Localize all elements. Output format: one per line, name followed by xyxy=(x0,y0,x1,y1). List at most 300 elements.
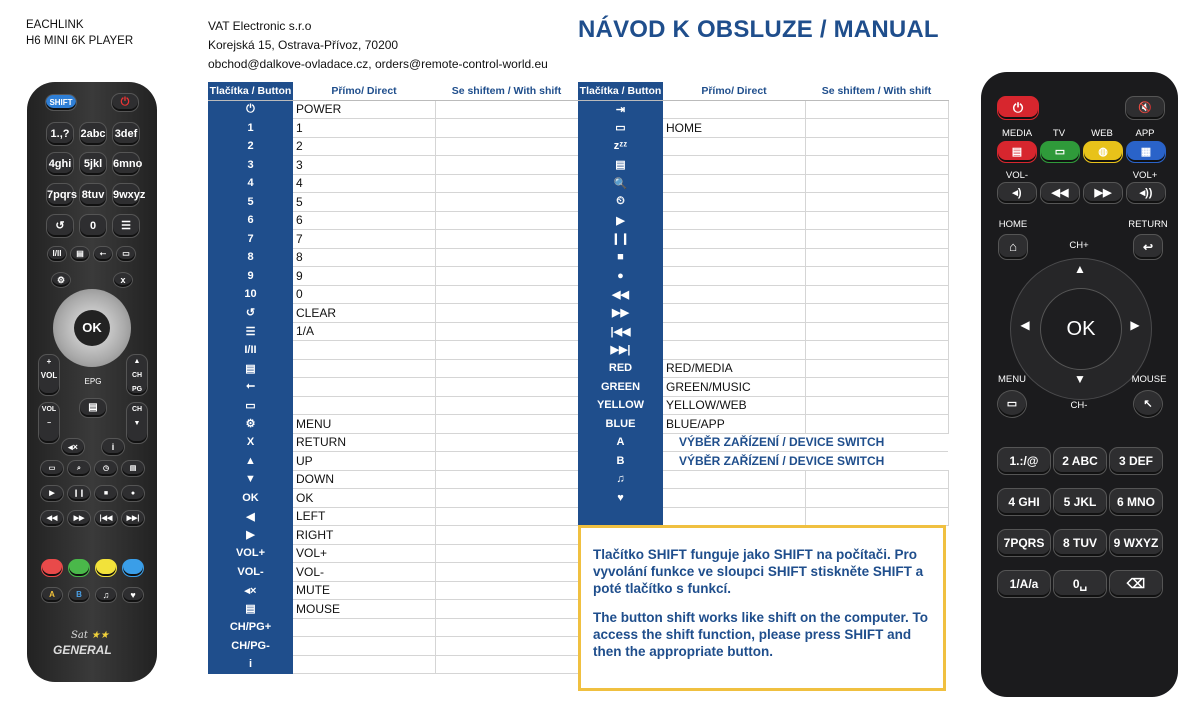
direct-cell xyxy=(663,211,805,230)
direct-cell: OK xyxy=(293,489,435,508)
table-row xyxy=(208,267,578,286)
table-row xyxy=(578,100,948,119)
button-cell: ▲ xyxy=(208,452,293,471)
shift-cell xyxy=(805,378,948,397)
button-cell: ♫ xyxy=(578,470,663,489)
prev-key: |◀◀ xyxy=(94,510,118,527)
record-key: ● xyxy=(121,485,145,502)
pause-key: ❙❙ xyxy=(67,485,91,502)
mapping-table-right xyxy=(578,82,949,526)
table-row xyxy=(208,359,578,378)
shift-cell xyxy=(435,137,578,156)
direct-cell: VOL- xyxy=(293,563,435,582)
shift-cell xyxy=(805,415,948,434)
button-cell: ▶▶ xyxy=(578,304,663,323)
table-row xyxy=(578,507,948,526)
button-cell: |◀◀ xyxy=(578,322,663,341)
table-row xyxy=(208,470,578,489)
epg-label: EPG xyxy=(84,377,102,386)
button-cell: ♥ xyxy=(578,489,663,508)
button-cell: ⭠ xyxy=(208,378,293,397)
company-address: Korejská 15, Ostrava-Přívoz, 70200 xyxy=(208,38,399,52)
ok-key: OK xyxy=(74,310,110,346)
shift-cell xyxy=(435,211,578,230)
table-row xyxy=(208,415,578,434)
table-row xyxy=(208,100,578,119)
vol-up-key: + VOL xyxy=(38,354,60,396)
shift-cell xyxy=(805,248,948,267)
direct-cell xyxy=(663,137,805,156)
direct-cell xyxy=(293,618,435,637)
direct-cell xyxy=(663,174,805,193)
table-row xyxy=(208,655,578,674)
direct-cell: YELLOW/WEB xyxy=(663,396,805,415)
shift-cell xyxy=(435,526,578,545)
table-row xyxy=(578,322,948,341)
key-1-a: 1/A/a xyxy=(997,570,1051,598)
favourite-key: ♥ xyxy=(122,587,144,603)
ch-plus-label: CH+ xyxy=(1069,240,1089,251)
model-name: H6 MINI 6K PLAYER xyxy=(26,35,134,47)
key-7: 7PQRS xyxy=(997,529,1051,557)
shift-cell xyxy=(805,100,948,119)
button-cell: VOL- xyxy=(208,563,293,582)
direct-cell: DOWN xyxy=(293,470,435,489)
button-cell: A xyxy=(578,433,663,452)
menu-label: MENU xyxy=(998,374,1026,385)
direct-cell xyxy=(293,396,435,415)
return-label: RETURN xyxy=(1128,219,1168,230)
shift-cell xyxy=(805,211,948,230)
key-2: 2 ABC xyxy=(1053,447,1107,475)
direct-cell: RETURN xyxy=(293,433,435,452)
table-row xyxy=(578,396,948,415)
table-row xyxy=(208,304,578,323)
shift-cell xyxy=(805,267,948,286)
button-cell: 2 xyxy=(208,137,293,156)
shift-cell xyxy=(435,489,578,508)
direct-cell xyxy=(663,489,805,508)
ch-minus-label: CH- xyxy=(1070,400,1088,411)
direct-cell: 2 xyxy=(293,137,435,156)
button-cell: 10 xyxy=(208,285,293,304)
direct-cell xyxy=(663,100,805,119)
vol-minus-label: VOL- xyxy=(1005,170,1029,181)
table-row xyxy=(208,600,578,619)
table-row xyxy=(208,341,578,360)
key-9: 9 WXYZ xyxy=(1109,529,1163,557)
button-cell: 3 xyxy=(208,156,293,175)
button-cell: ▶ xyxy=(208,526,293,545)
direct-cell: 1 xyxy=(293,119,435,138)
button-cell: ◀ xyxy=(208,507,293,526)
table-row xyxy=(208,174,578,193)
direct-cell: MOUSE xyxy=(293,600,435,619)
table-row xyxy=(208,526,578,545)
shift-cell xyxy=(435,248,578,267)
brand-script-logo: Sat ★★ xyxy=(71,630,109,641)
direct-cell xyxy=(293,341,435,360)
shift-cell xyxy=(435,396,578,415)
button-cell: ■ xyxy=(578,248,663,267)
button-cell: ❙❙ xyxy=(578,230,663,249)
web-label: WEB xyxy=(1091,128,1113,139)
shift-cell xyxy=(435,655,578,674)
button-cell: OK xyxy=(208,489,293,508)
green-key xyxy=(68,559,90,577)
button-cell: ▶▶| xyxy=(578,341,663,360)
mute-key: 🔇 xyxy=(1125,96,1165,120)
table-row xyxy=(208,581,578,600)
col-header-direct: Přímo/ Direct xyxy=(663,82,805,100)
shift-cell xyxy=(805,470,948,489)
key-1: 1.:/@ xyxy=(997,447,1051,475)
table-row xyxy=(208,156,578,175)
power-key: ⏻ xyxy=(111,93,139,112)
button-cell: X xyxy=(208,433,293,452)
table-row xyxy=(208,137,578,156)
shift-cell xyxy=(805,156,948,175)
ok-key: OK xyxy=(1040,288,1122,370)
key-5: 5 JKL xyxy=(1053,488,1107,516)
shift-cell xyxy=(435,174,578,193)
tv-key: ▭ xyxy=(116,246,136,262)
yellow-key xyxy=(95,559,117,577)
button-cell: 6 xyxy=(208,211,293,230)
direct-cell: MUTE xyxy=(293,581,435,600)
table-row xyxy=(578,156,948,175)
shift-cell xyxy=(435,156,578,175)
button-cell: ◂× xyxy=(208,581,293,600)
mouse-key: ▤ xyxy=(79,398,107,418)
down-arrow-icon: ▼ xyxy=(1074,372,1086,386)
shift-note-en: The button shift works like shift on the computer. To access the shift function, please press SHIFT and then the appropriate button. xyxy=(593,610,929,659)
shift-cell xyxy=(805,119,948,138)
direct-cell xyxy=(663,304,805,323)
direct-cell xyxy=(663,248,805,267)
mouse-key: ↖ xyxy=(1133,390,1163,418)
key-9: 9wxyz xyxy=(112,183,140,207)
col-header-button: Tlačítka / Button xyxy=(578,82,663,100)
key-8: 8tuv xyxy=(79,183,107,207)
info-key: i xyxy=(101,438,125,456)
direct-cell: BLUE/APP xyxy=(663,415,805,434)
menu-key: ▭ xyxy=(997,390,1027,418)
button-cell: RED xyxy=(578,359,663,378)
button-cell: ⚙ xyxy=(208,415,293,434)
button-cell: VOL+ xyxy=(208,544,293,563)
shift-cell xyxy=(805,322,948,341)
b-key: B xyxy=(68,587,90,603)
ch-down-key: CH ▼ xyxy=(126,402,148,444)
direct-cell: RED/MEDIA xyxy=(663,359,805,378)
shift-cell xyxy=(435,507,578,526)
table-row xyxy=(208,322,578,341)
table-row xyxy=(208,230,578,249)
direct-cell xyxy=(663,507,805,526)
forward-key: ▶▶ xyxy=(67,510,91,527)
button-cell: B xyxy=(578,452,663,471)
table-row xyxy=(578,193,948,212)
key-5: 5jkl xyxy=(79,152,107,176)
a-key: A xyxy=(41,587,63,603)
remote-model-info xyxy=(26,17,133,49)
direct-cell xyxy=(293,359,435,378)
shift-cell xyxy=(435,470,578,489)
mouse-label: MOUSE xyxy=(1131,374,1167,385)
key-0: 0␣ xyxy=(1053,570,1107,598)
direct-cell: 0 xyxy=(293,285,435,304)
button-cell: ☰ xyxy=(208,322,293,341)
brand-logo: GENERAL xyxy=(53,643,112,657)
shift-cell xyxy=(805,341,948,360)
list-key: ☰ xyxy=(112,214,140,238)
shift-cell xyxy=(805,304,948,323)
table-row xyxy=(578,452,948,471)
button-cell: CH/PG- xyxy=(208,637,293,656)
col-header-shift: Se shiftem / With shift xyxy=(435,82,578,100)
table-row xyxy=(208,119,578,138)
company-info xyxy=(208,17,548,74)
table-row xyxy=(208,544,578,563)
table-row xyxy=(578,267,948,286)
shift-cell xyxy=(805,174,948,193)
company-name: VAT Electronic s.r.o xyxy=(208,19,312,33)
direct-cell: UP xyxy=(293,452,435,471)
home-label: HOME xyxy=(998,219,1028,230)
shift-cell xyxy=(435,267,578,286)
usb-key: ⭠ xyxy=(93,246,113,262)
key-3: 3 DEF xyxy=(1109,447,1163,475)
button-cell: I/II xyxy=(208,341,293,360)
button-cell: BLUE xyxy=(578,415,663,434)
clear-key: ↺ xyxy=(46,214,74,238)
shift-cell xyxy=(435,581,578,600)
original-remote-image xyxy=(981,72,1178,697)
shift-cell xyxy=(805,193,948,212)
shift-cell xyxy=(805,489,948,508)
shift-cell xyxy=(435,285,578,304)
mapping-table-left xyxy=(208,82,579,674)
direct-cell xyxy=(663,193,805,212)
table-row xyxy=(208,507,578,526)
button-cell: ▤ xyxy=(208,359,293,378)
power-key: ⏻ xyxy=(997,96,1039,120)
general-remote-image xyxy=(27,82,157,682)
key-4: 4 GHI xyxy=(997,488,1051,516)
button-cell: ↺ xyxy=(208,304,293,323)
next-key: ▶▶ xyxy=(1083,182,1123,204)
music-key: ♫ xyxy=(95,587,117,603)
device-switch-cell: VÝBĚR ZAŘÍZENÍ / DEVICE SWITCH xyxy=(663,433,948,452)
button-cell: ● xyxy=(578,267,663,286)
blue-key xyxy=(122,559,144,577)
table-row xyxy=(578,489,948,508)
brand-name: EACHLINK xyxy=(26,19,84,31)
search-key: ⌕ xyxy=(67,460,91,477)
mute-key: ◂× xyxy=(61,438,85,456)
shift-cell xyxy=(435,193,578,212)
key-4: 4ghi xyxy=(46,152,74,176)
key-7: 7pqrs xyxy=(46,183,74,207)
shift-cell xyxy=(435,341,578,360)
col-header-direct: Přímo/ Direct xyxy=(293,82,435,100)
shift-cell xyxy=(435,544,578,563)
shift-cell xyxy=(805,285,948,304)
direct-cell: 3 xyxy=(293,156,435,175)
blue-app-key: ▦ xyxy=(1126,141,1166,163)
button-cell: GREEN xyxy=(578,378,663,397)
red-key xyxy=(41,559,63,577)
table-row xyxy=(578,174,948,193)
key-1: 1.,? xyxy=(46,122,74,146)
vol-plus-label: VOL+ xyxy=(1132,170,1158,181)
direct-cell xyxy=(293,637,435,656)
shift-cell xyxy=(805,396,948,415)
key-2: 2abc xyxy=(79,122,107,146)
table-row xyxy=(578,341,948,360)
home-key: ⌂ xyxy=(998,234,1028,260)
direct-cell: VOL+ xyxy=(293,544,435,563)
direct-cell xyxy=(293,378,435,397)
col-header-shift: Se shiftem / With shift xyxy=(805,82,948,100)
clock-key: ◷ xyxy=(94,460,118,477)
direct-cell: CLEAR xyxy=(293,304,435,323)
shift-note-cz: Tlačítko SHIFT funguje jako SHIFT na počítači. Pro vyvolání funkce ve sloupci SHIFT stiskněte SHIFT a poté tlačítko s funkcí. xyxy=(593,547,924,596)
button-cell: ⇥ xyxy=(578,100,663,119)
button-cell: ▭ xyxy=(208,396,293,415)
direct-cell: 8 xyxy=(293,248,435,267)
table-row xyxy=(208,211,578,230)
tv-label: TV xyxy=(1052,128,1066,139)
table-row xyxy=(578,433,948,452)
direct-cell: HOME xyxy=(663,119,805,138)
subtitle-key: ▤ xyxy=(70,246,90,262)
shift-cell xyxy=(805,507,948,526)
button-cell: 1 xyxy=(208,119,293,138)
direct-cell xyxy=(663,341,805,360)
ch-label: CH PG xyxy=(131,372,143,393)
key-3: 3def xyxy=(112,122,140,146)
shift-cell xyxy=(435,563,578,582)
delete-key: ⌫ xyxy=(1109,570,1163,598)
shift-cell xyxy=(435,600,578,619)
shift-cell xyxy=(435,100,578,119)
direct-cell xyxy=(663,470,805,489)
button-cell: 9 xyxy=(208,267,293,286)
key-8: 8 TUV xyxy=(1053,529,1107,557)
shift-cell xyxy=(805,359,948,378)
direct-cell: LEFT xyxy=(293,507,435,526)
button-cell: i xyxy=(208,655,293,674)
shift-cell xyxy=(435,433,578,452)
button-cell: 8 xyxy=(208,248,293,267)
play-key: ▶ xyxy=(40,485,64,502)
shift-cell xyxy=(435,378,578,397)
table-row xyxy=(578,137,948,156)
shift-cell xyxy=(435,618,578,637)
button-cell: 4 xyxy=(208,174,293,193)
company-emails: obchod@dalkove-ovladace.cz, orders@remote-control-world.eu xyxy=(208,57,548,71)
exit-key: x xyxy=(113,272,133,288)
table-row xyxy=(578,119,948,138)
right-arrow-icon: ▶ xyxy=(1130,318,1140,332)
shift-cell xyxy=(805,137,948,156)
direct-cell xyxy=(293,655,435,674)
button-cell: 🔍 xyxy=(578,174,663,193)
table-row xyxy=(578,211,948,230)
table-row xyxy=(578,248,948,267)
shift-cell xyxy=(435,230,578,249)
button-cell: 7 xyxy=(208,230,293,249)
button-cell: zᶻᶻ xyxy=(578,137,663,156)
table-row xyxy=(578,415,948,434)
next-key: ▶▶| xyxy=(121,510,145,527)
direct-cell xyxy=(663,285,805,304)
device-switch-cell: VÝBĚR ZAŘÍZENÍ / DEVICE SWITCH xyxy=(663,452,948,471)
prev-key: ◀◀ xyxy=(1040,182,1080,204)
left-arrow-icon: ◀ xyxy=(1020,318,1030,332)
shift-cell xyxy=(435,304,578,323)
table-row xyxy=(578,285,948,304)
direct-cell: GREEN/MUSIC xyxy=(663,378,805,397)
button-cell: ▤ xyxy=(208,600,293,619)
shift-cell xyxy=(435,359,578,378)
shift-cell xyxy=(435,637,578,656)
key-6: 6mno xyxy=(112,152,140,176)
table-row xyxy=(208,489,578,508)
shift-cell xyxy=(435,322,578,341)
shift-cell xyxy=(435,452,578,471)
table-row xyxy=(578,470,948,489)
vol-down-key: ◂) xyxy=(997,182,1037,204)
shift-cell xyxy=(805,230,948,249)
media-label: MEDIA xyxy=(1001,128,1033,139)
table-row xyxy=(208,378,578,397)
return-key: ↩ xyxy=(1133,234,1163,260)
shift-cell xyxy=(435,415,578,434)
vol-label: VOL xyxy=(40,371,58,380)
shift-note-box xyxy=(578,525,946,691)
direct-cell xyxy=(663,322,805,341)
table-row xyxy=(208,285,578,304)
direct-cell: 1/A xyxy=(293,322,435,341)
table-row xyxy=(578,230,948,249)
button-cell: ▤ xyxy=(578,156,663,175)
button-cell xyxy=(578,507,663,526)
direct-cell xyxy=(663,267,805,286)
table-row xyxy=(208,433,578,452)
info2-key: ▤ xyxy=(121,460,145,477)
button-cell: ▶ xyxy=(578,211,663,230)
green-tv-key: ▭ xyxy=(1040,141,1080,163)
button-cell: ▭ xyxy=(578,119,663,138)
table-row xyxy=(208,618,578,637)
table-row xyxy=(578,304,948,323)
up-arrow-icon: ▲ xyxy=(1074,262,1086,276)
direct-cell: 4 xyxy=(293,174,435,193)
table-row xyxy=(578,359,948,378)
button-cell: YELLOW xyxy=(578,396,663,415)
direct-cell xyxy=(663,156,805,175)
brand-script-text: Sat xyxy=(71,630,88,641)
shift-cell xyxy=(435,119,578,138)
table-row xyxy=(208,193,578,212)
rewind-key: ◀◀ xyxy=(40,510,64,527)
col-header-button: Tlačítka / Button xyxy=(208,82,293,100)
direct-cell: 6 xyxy=(293,211,435,230)
button-cell: 5 xyxy=(208,193,293,212)
